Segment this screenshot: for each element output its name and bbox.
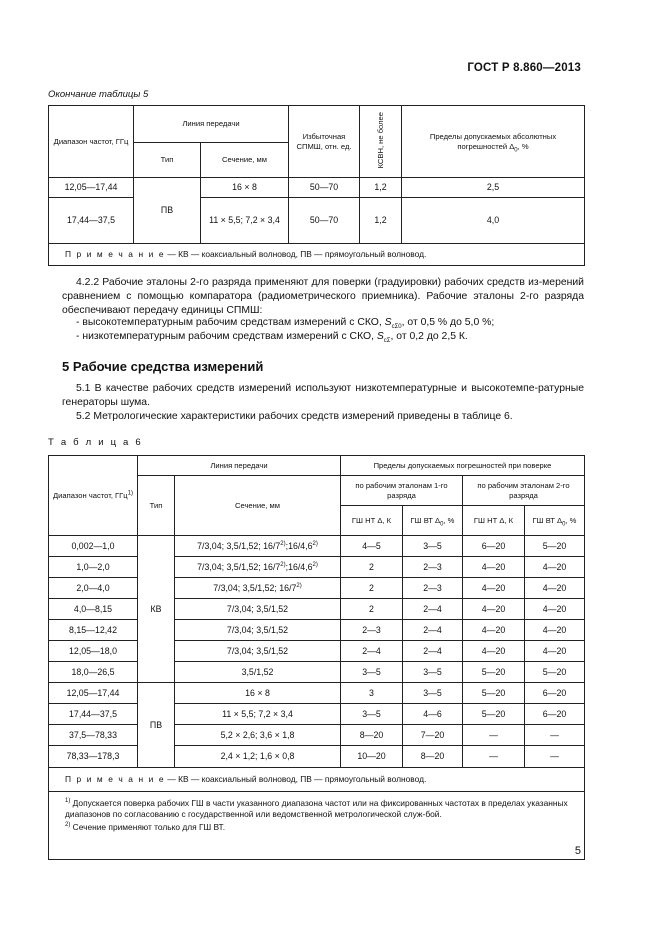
t5-note-text: — КВ — коаксиальный волновод, ПВ — прямоугольный волновод.	[165, 249, 427, 259]
t6-nt1: 4—5	[341, 536, 403, 557]
t6-vt1: 4—6	[403, 704, 463, 725]
t6-nt1: 2—4	[341, 641, 403, 662]
table-row	[49, 662, 585, 683]
t6-section: 7/3,04; 3,5/1,52	[175, 599, 341, 620]
t6-nt2: 5—20	[463, 704, 525, 725]
t6-vt2: 6—20	[525, 683, 585, 704]
t6-vt2: —	[525, 725, 585, 746]
t6-nt2: 4—20	[463, 578, 525, 599]
t6-vt2: 4—20	[525, 557, 585, 578]
t6-vt1: 2—4	[403, 620, 463, 641]
t6-footnote-1	[65, 798, 580, 820]
t6-range: 1,0—2,0	[49, 557, 138, 578]
t6-vt1: 3—5	[403, 536, 463, 557]
t5-limit: 4,0	[402, 198, 585, 244]
table-row	[49, 599, 585, 620]
t6-nt1: 3	[341, 683, 403, 704]
table6	[48, 455, 585, 860]
t6-vt2: 5—20	[525, 536, 585, 557]
t6-vt1: 3—5	[403, 662, 463, 683]
t6-header-nt2: ГШ НТ Δ, К	[463, 506, 525, 536]
t6-range: 12,05—17,44	[49, 683, 138, 704]
t6-section: 11 × 5,5; 7,2 × 3,4	[175, 704, 341, 725]
t6-header-vt1: ГШ ВТ $\Delta_0$, %	[403, 506, 463, 536]
t6-section: 7/3,04; 3,5/1,52	[175, 641, 341, 662]
bullet-low-temp-start: - низкотемпературным рабочим средствам измерений с СКО,	[76, 331, 377, 342]
t6-footnote-1-text: Допускается поверка рабочих ГШ в части указанного диапазона частот или на фиксированных частотах в пределах указанных диапазонов по согласованию с государственной или ведомственной метрологической служ-бой.	[65, 798, 568, 819]
paragraph-5-2: 5.2 Метрологические характеристики рабочих средств измерений приведены в таблице 6.	[76, 411, 513, 422]
t6-vt1: 8—20	[403, 746, 463, 768]
t5-header-type: Тип	[134, 143, 201, 178]
t5-header-ksvn: КСВН, не более	[376, 111, 385, 169]
table-row	[49, 704, 585, 725]
t6-footnote-2-mark: 2)	[65, 822, 71, 829]
t6-vt2: 4—20	[525, 620, 585, 641]
t6-section: 3,5/1,52	[175, 662, 341, 683]
t6-nt1: 2	[341, 599, 403, 620]
table-row	[49, 746, 585, 768]
t6-range: 2,0—4,0	[49, 578, 138, 599]
t6-vt1: 3—5	[403, 683, 463, 704]
t6-nt2: —	[463, 725, 525, 746]
t6-vt1: 2—4	[403, 641, 463, 662]
t6-section-sup2: 2)	[312, 540, 318, 547]
t6-header-range-text: Диапазон частот, ГГц	[53, 490, 128, 500]
t6-range: 4,0—8,15	[49, 599, 138, 620]
t6-note	[49, 768, 585, 792]
section-title: 5 Рабочие средства измерений	[62, 359, 264, 374]
t5-range: 17,44—37,5	[49, 198, 134, 244]
t6-vt1: 2—4	[403, 599, 463, 620]
t6-section-text: 7/3,04; 3,5/1,52; 16/7	[197, 540, 281, 551]
table-row	[49, 178, 585, 198]
table-row	[49, 198, 585, 244]
table-row	[49, 620, 585, 641]
table6-caption: Т а б л и ц а 6	[48, 437, 143, 448]
t6-range: 78,33—178,3	[49, 746, 138, 768]
t6-nt2: 5—20	[463, 683, 525, 704]
t5-header-limits: Пределы допускаемых абсолютных погрешностей $\Delta_0$, %	[402, 106, 585, 178]
t5-section: 11 × 5,5; 7,2 × 3,4	[201, 198, 289, 244]
bullet-low-temp	[76, 330, 584, 344]
t5-header-range: Диапазон частот, ГГц	[49, 106, 134, 178]
t5-type: ПВ	[134, 178, 201, 244]
document-header: ГОСТ Р 8.860—2013	[467, 62, 581, 74]
t6-nt1: 3—5	[341, 662, 403, 683]
t6-nt1: 10—20	[341, 746, 403, 768]
t6-note-text: — КВ — коаксиальный волновод, ПВ — прямоугольный волновод.	[165, 774, 427, 784]
table5-caption: Окончание таблицы 5	[48, 89, 149, 100]
t6-footnote-1-mark: 1)	[65, 798, 71, 805]
t6-section	[175, 578, 341, 599]
paragraph-4-2-2: 4.2.2 Рабочие эталоны 2-го разряда применяют для поверки (градуировки) рабочих средств из-мерений сравнением с помощью компаратора (радиометрического приемника). Рабочие эталоны 2-го разряда обеспечивают передачу единицы СПМШ:	[62, 277, 584, 316]
t6-header-first: по рабочим эталонам 1-го разряда	[341, 476, 463, 506]
t6-section-sup: 2)	[280, 540, 286, 547]
t6-header-limits: Пределы допускаемых погрешностей при поверке	[341, 456, 585, 476]
t6-nt2: 4—20	[463, 620, 525, 641]
t5-ksvn: 1,2	[360, 198, 402, 244]
t5-note	[49, 244, 585, 266]
t6-nt2: 4—20	[463, 557, 525, 578]
t6-footnote-2	[65, 822, 580, 833]
bullet-low-temp-sub: cΣ	[383, 338, 391, 345]
t6-range: 18,0—26,5	[49, 662, 138, 683]
table-row	[49, 578, 585, 599]
t6-section-text2: ;16/4,6	[285, 561, 313, 572]
t5-spmsh: 50—70	[289, 178, 360, 198]
t6-header-range	[49, 456, 138, 536]
t5-ksvn: 1,2	[360, 178, 402, 198]
bullet-high-temp-sub: cΣ0	[391, 324, 402, 331]
t6-type-kv: КВ	[138, 536, 175, 683]
t6-nt1: 2—3	[341, 620, 403, 641]
t6-vt2: 6—20	[525, 704, 585, 725]
t6-nt1: 3—5	[341, 704, 403, 725]
bullet-low-temp-end: , от 0,2 до 2,5 К.	[390, 331, 468, 342]
paragraph-5-1: 5.1 В качестве рабочих средств измерений используют низкотемпературные и высокотемпе-ратурные генераторы шума.	[62, 383, 584, 408]
t6-nt2: 5—20	[463, 662, 525, 683]
t5-limit: 2,5	[402, 178, 585, 198]
t6-section: 7/3,04; 3,5/1,52	[175, 620, 341, 641]
bullet-high-temp	[76, 316, 584, 330]
t6-vt2: 4—20	[525, 599, 585, 620]
t6-section: 5,2 × 2,6; 3,6 × 1,8	[175, 725, 341, 746]
t6-nt2: 4—20	[463, 599, 525, 620]
t6-vt2: 4—20	[525, 578, 585, 599]
table-row	[49, 641, 585, 662]
t6-range: 0,002—1,0	[49, 536, 138, 557]
t6-section: 2,4 × 1,2; 1,6 × 0,8	[175, 746, 341, 768]
t6-note-label: П р и м е ч а н и е	[65, 774, 166, 784]
table-row	[49, 536, 585, 557]
t6-type-pv: ПВ	[138, 683, 175, 768]
table-row	[49, 725, 585, 746]
t5-spmsh: 50—70	[289, 198, 360, 244]
t6-header-section: Сечение, мм	[175, 476, 341, 536]
bullet-high-temp-end: , от 0,5 % до 5,0 %;	[401, 317, 495, 328]
bullet-low-temp-symbol: S	[376, 331, 384, 342]
t6-header-range-sup: 1)	[127, 489, 133, 496]
t6-vt2: 4—20	[525, 641, 585, 662]
t6-footnote-2-text: Сечение применяют только для ГШ ВТ.	[70, 822, 226, 832]
t5-range: 12,05—17,44	[49, 178, 134, 198]
t6-section-text2: ;16/4,6	[285, 540, 313, 551]
t6-vt1: 2—3	[403, 578, 463, 599]
t6-section-sup2: 2)	[312, 561, 318, 568]
t6-section-text: 7/3,04; 3,5/1,52; 16/7	[197, 561, 281, 572]
t6-footnotes	[49, 792, 585, 860]
t5-header-ksvn-cell	[360, 106, 402, 178]
t6-range: 37,5—78,33	[49, 725, 138, 746]
t6-nt2: —	[463, 746, 525, 768]
t6-section	[175, 536, 341, 557]
t6-header-vt2: ГШ ВТ $\Delta_0$, %	[525, 506, 585, 536]
table-row	[49, 557, 585, 578]
t6-vt1: 2—3	[403, 557, 463, 578]
t6-header-line: Линия передачи	[138, 456, 341, 476]
t6-header-second: по рабочим эталонам 2-го разряда	[463, 476, 585, 506]
t6-header-nt1: ГШ НТ Δ, К	[341, 506, 403, 536]
t6-nt1: 2	[341, 578, 403, 599]
t6-section: 16 × 8	[175, 683, 341, 704]
t5-section: 16 × 8	[201, 178, 289, 198]
t6-vt2: —	[525, 746, 585, 768]
t6-nt1: 8—20	[341, 725, 403, 746]
t6-section	[175, 557, 341, 578]
table5	[48, 105, 585, 266]
table-row	[49, 683, 585, 704]
t5-note-label: П р и м е ч а н и е	[65, 249, 166, 259]
t6-range: 12,05—18,0	[49, 641, 138, 662]
t6-section-sup: 2)	[280, 561, 286, 568]
page-number: 5	[574, 845, 581, 857]
t5-header-line: Линия передачи	[134, 106, 289, 143]
t6-range: 8,15—12,42	[49, 620, 138, 641]
t6-vt2: 5—20	[525, 662, 585, 683]
bullet-high-temp-start: - высокотемпературным рабочим средствам измерений с СКО,	[76, 317, 385, 328]
t6-nt2: 6—20	[463, 536, 525, 557]
t6-vt1: 7—20	[403, 725, 463, 746]
t6-range: 17,44—37,5	[49, 704, 138, 725]
t6-nt2: 4—20	[463, 641, 525, 662]
t5-header-section: Сечение, мм	[201, 143, 289, 178]
t6-section-text: 7/3,04; 3,5/1,52; 16/7	[213, 582, 297, 593]
bullet-high-temp-symbol: S	[384, 317, 392, 328]
t6-header-type: Тип	[138, 476, 175, 536]
t5-header-spmsh: Избыточная СПМШ, отн. ед.	[289, 106, 360, 178]
t6-nt1: 2	[341, 557, 403, 578]
t6-section-sup: 2)	[296, 582, 302, 589]
